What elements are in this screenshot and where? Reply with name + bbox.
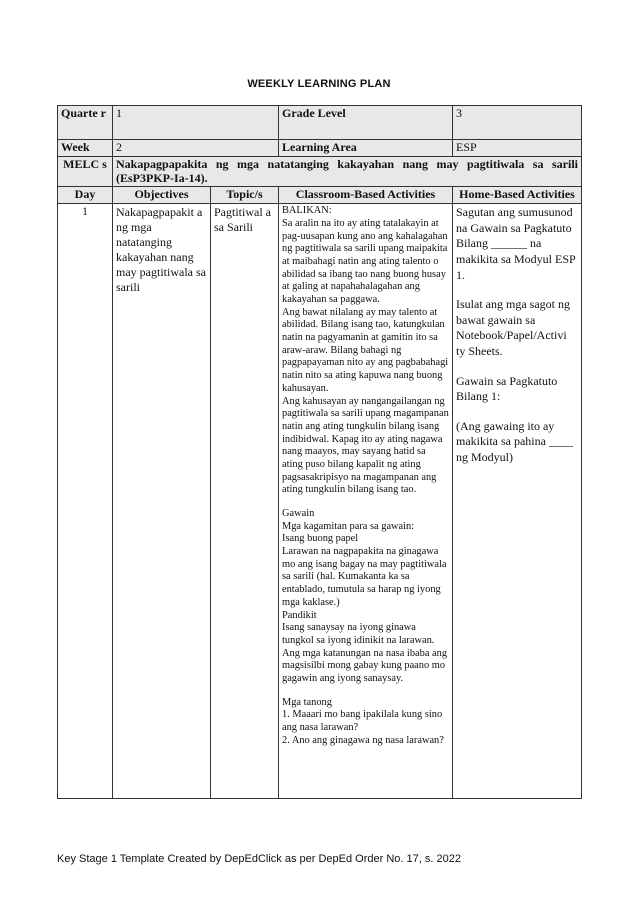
material-item: Isang buong papel <box>282 533 359 545</box>
material-item: Larawan na nagpapakita na ginagawa mo ang isang bagay na may pagtitiwala sa sarili (hal. Kumakanta ka sa entablado, tumutula sa harap ng iyong mga kaklase.) <box>282 546 447 608</box>
week-label: Week <box>58 140 113 157</box>
learning-area-label: Learning Area <box>279 140 453 157</box>
quarter-row <box>58 106 582 140</box>
column-header-classroom: Classroom-Based Activities <box>279 187 453 204</box>
activity-paragraph: Mga kagamitan para sa gawain: <box>282 520 415 532</box>
column-header-row <box>58 187 582 204</box>
spacer <box>282 497 449 508</box>
melc-label: MELC s <box>58 156 113 187</box>
day-number: 1 <box>58 204 113 799</box>
column-header-objectives: Objectives <box>113 187 211 204</box>
activity-paragraph: Ang kahusayan ay nangangailangan ng pagtitiwala sa sarili upang magampanan natin ang ating tungkulin bilang isang indibidwal. Kapag ito ay ating nagawa nang maayos, may sayang hatid sa ating puso bilang kapalit ng ating pagsasakripisyo na magampanan ang ating tungkulin bilang isang tao. <box>282 395 449 496</box>
week-value: 2 <box>113 140 279 157</box>
activity-paragraph: Sa aralin na ito ay ating tatalakayin at pag-uusapan kung ano ang kahalagahan ng pagtitiwala sa sarili upang maipakita at maibahagi natin ang ating talento o abilidad sa ibang tao nang buong husay at galing at napahahalagahan ang kakayahan sa paggawa. <box>282 217 448 305</box>
home-paragraph: Gawain sa Pagkatuto Bilang 1: <box>456 373 558 404</box>
home-paragraph: Isulat ang mga sagot ng bawat gawain sa Notebook/Papel/Activi ty Sheets. <box>456 297 570 358</box>
question-item: 2. Ano ang ginagawa ng nasa larawan? <box>282 734 444 746</box>
grade-level-value: 3 <box>453 106 582 140</box>
home-paragraph: (Ang gawaing ito ay makikita sa pahina ____ ng Modyul) <box>456 418 573 464</box>
material-item: Isang sanaysay na iyong ginawa tungkol sa iyong idinikit na larawan. Ang mga katanungan na nasa ibaba ang magsisilbi mong gabay kung paano mo gagawin ang iyong sanaysay. <box>282 622 448 684</box>
spacer <box>456 360 578 374</box>
activity-paragraph: Gawain <box>282 508 315 519</box>
topic-text: Pagtitiwal a sa Sarili <box>211 204 279 799</box>
learning-plan-table <box>57 105 582 799</box>
home-paragraph: Sagutan ang sumusunod na Gawain sa Pagkatuto Bilang ______ na makikita sa Modyul ESP 1. <box>456 205 576 282</box>
day-row <box>58 204 582 799</box>
activity-paragraph: Ang bawat nilalang ay may talento at abilidad. Bilang isang tao, katungkulan natin na pagyamanin at gamitin ito sa araw-araw. Bilang bahagi ng pagpapayaman nito ay ang pagbabahagi natin nito sa ating kapuwa nang buong kahusayan. <box>282 306 449 394</box>
melc-row <box>58 156 582 187</box>
footer-note: Key Stage 1 Template Created by DepEdClick as per DepEd Order No. 17, s. 2022 <box>57 853 461 865</box>
material-item: Pandikit <box>282 609 317 621</box>
activity-paragraph: Mga tanong <box>282 696 332 708</box>
spacer <box>456 283 578 297</box>
column-header-home: Home-Based Activities <box>453 187 582 204</box>
melc-text: Nakapagpapakita ng mga natatanging kakayahan nang may pagtitiwala sa sarili (EsP3PKP-Ia-14). <box>113 156 582 187</box>
home-activities <box>453 204 582 799</box>
week-row <box>58 140 582 157</box>
spacer <box>456 405 578 419</box>
spacer <box>282 686 449 697</box>
activity-paragraph: BALIKAN: <box>282 205 332 217</box>
classroom-activities <box>279 204 453 799</box>
column-header-day: Day <box>58 187 113 204</box>
grade-level-label: Grade Level <box>279 106 453 140</box>
quarter-value: 1 <box>113 106 279 140</box>
learning-area-value: ESP <box>453 140 582 157</box>
quarter-label: Quarte r <box>58 106 113 140</box>
column-header-topics: Topic/s <box>211 187 279 204</box>
document-title: WEEKLY LEARNING PLAN <box>247 78 391 90</box>
question-item: 1. Maaari mo bang ipakilala kung sino ang nasa larawan? <box>282 709 443 733</box>
objective-text: Nakapagpapakit a ng mga natatanging kakayahan nang may pagtitiwala sa sarili <box>113 204 211 799</box>
